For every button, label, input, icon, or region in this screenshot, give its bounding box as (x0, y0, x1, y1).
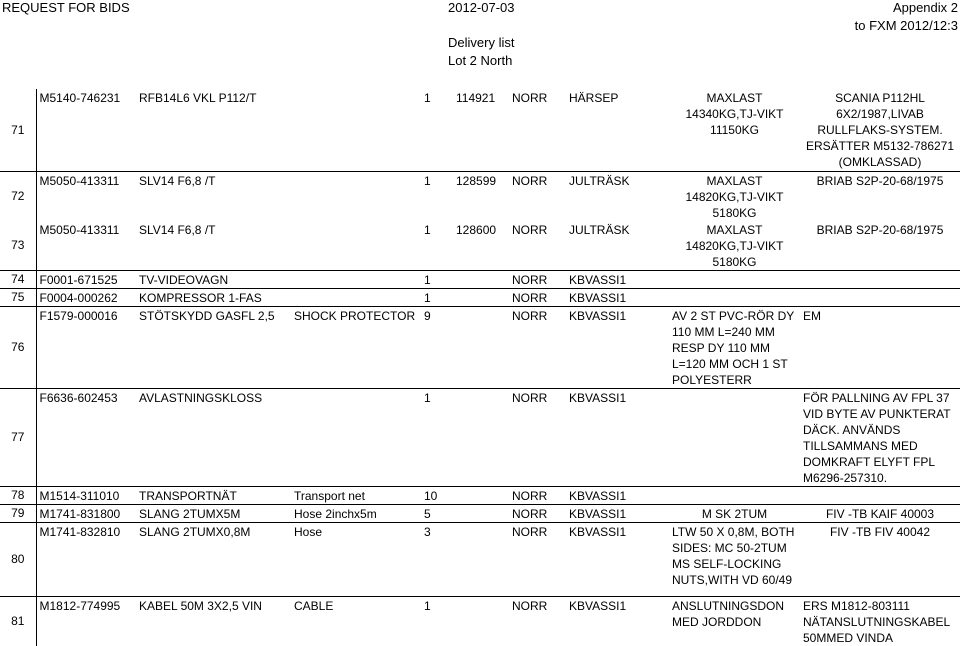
technical-info (669, 270, 800, 288)
table-row (0, 171, 960, 221)
row-number: 72 (0, 171, 36, 221)
item-id: 114921 (453, 89, 509, 171)
item-id (453, 388, 509, 486)
table-row (0, 504, 960, 522)
appendix-label: Appendix 2 (892, 0, 958, 15)
table-row (0, 89, 960, 171)
row-number: 80 (0, 522, 36, 596)
table-row (0, 306, 960, 388)
item-id (453, 596, 509, 646)
item-description: RFB14L6 VKL P112/T (136, 89, 291, 171)
lot-label: Lot 2 North (448, 53, 513, 68)
english-description: Hose 2inchx5m (291, 504, 421, 522)
quantity: 1 (421, 221, 453, 271)
quantity: 1 (424, 173, 431, 188)
location: KBVASSI1 (566, 388, 669, 486)
region: NORR (509, 504, 566, 522)
remark (800, 270, 960, 288)
table-row (0, 221, 960, 271)
quantity: 9 (421, 306, 453, 388)
english-description: CABLE (294, 598, 334, 613)
english-description (291, 89, 421, 171)
item-id (453, 522, 509, 596)
table-row (0, 486, 960, 504)
technical-info: MAXLAST 14820KG,TJ-VIKT 5180KG (669, 221, 800, 271)
article-number: F0004-000262 (36, 288, 136, 306)
location: KBVASSI1 (566, 270, 669, 288)
table-row (0, 270, 960, 288)
remark: ERS M1812-803111 NÄTANSLUTNINGSKABEL 50MMED VINDA (803, 598, 950, 645)
item-description: SLV14 F6,8 /T (139, 173, 216, 188)
region: NORR (509, 221, 566, 271)
item-id (453, 270, 509, 288)
technical-info: LTW 50 X 0,8M, BOTH SIDES: MC 50-2TUM MS SELF-LOCKING NUTS,WITH VD 60/49 (669, 522, 800, 596)
location: KBVASSI1 (566, 522, 669, 596)
document-date: 2012-07-03 (448, 0, 515, 15)
article-number: F1579-000016 (36, 306, 136, 388)
article-number: M5050-413311 (36, 221, 136, 271)
technical-info: ANSLUTNINGSDON MED JORDDON (672, 598, 785, 629)
region: NORR (509, 288, 566, 306)
quantity: 3 (421, 522, 453, 596)
item-description: SLANG 2TUMX0,8M (136, 522, 291, 596)
location: JULTRÄSK (566, 221, 669, 271)
region: NORR (509, 522, 566, 596)
technical-info: MAXLAST 14340KG,TJ-VIKT 11150KG (669, 89, 800, 171)
row-number: 75 (0, 288, 36, 306)
article-number: F0001-671525 (36, 270, 136, 288)
region: NORR (509, 388, 566, 486)
row-number: 73 (0, 221, 36, 271)
item-description: KABEL 50M 3X2,5 VIN (139, 598, 262, 613)
delivery-table (0, 89, 960, 646)
row-number: 78 (0, 486, 36, 504)
item-id (453, 504, 509, 522)
request-title: REQUEST FOR BIDS (2, 0, 130, 15)
row-number: 76 (0, 306, 36, 388)
table-row (0, 388, 960, 486)
technical-info (669, 288, 800, 306)
location: KBVASSI1 (566, 306, 669, 388)
region: NORR (509, 306, 566, 388)
item-description: TRANSPORTNÄT (136, 486, 291, 504)
quantity: 1 (421, 89, 453, 171)
english-description (291, 171, 421, 221)
technical-info: M SK 2TUM (669, 504, 800, 522)
remark: BRIAB S2P-20-68/1975 (816, 173, 944, 188)
quantity: 1 (421, 270, 453, 288)
english-description (291, 388, 421, 486)
document-header (0, 0, 960, 78)
item-description: KOMPRESSOR 1-FAS (136, 288, 291, 306)
table-row (0, 522, 960, 596)
remark: FIV -TB KAIF 40003 (800, 504, 960, 522)
row-number: 79 (0, 504, 36, 522)
row-number: 77 (0, 388, 36, 486)
article-number: M1741-831800 (36, 504, 136, 522)
item-id (453, 306, 509, 388)
row-number: 74 (0, 270, 36, 288)
item-id: 128600 (453, 221, 509, 271)
quantity: 1 (421, 388, 453, 486)
region: NORR (512, 173, 548, 188)
remark (800, 288, 960, 306)
quantity: 1 (421, 288, 453, 306)
item-description: SLANG 2TUMX5M (136, 504, 291, 522)
english-description (291, 270, 421, 288)
row-number: 71 (0, 89, 36, 171)
item-description: SLV14 F6,8 /T (136, 221, 291, 271)
remark (800, 486, 960, 504)
english-description (291, 221, 421, 271)
item-description: AVLASTNINGSKLOSS (136, 388, 291, 486)
location: HÄRSEP (566, 89, 669, 171)
item-id: 128599 (456, 173, 497, 188)
technical-info: AV 2 ST PVC-RÖR DY 110 MM L=240 MM RESP DY 110 MM L=120 MM OCH 1 ST POLYESTERR (669, 306, 800, 388)
article-number: M1812-774995 (39, 598, 121, 613)
remark: FÖR PALLNING AV FPL 37 VID BYTE AV PUNKTERAT DÄCK. ANVÄNDS TILLSAMMANS MED DOMKRAFT ELYFT FPL M6296-257310. (800, 388, 960, 486)
remark: BRIAB S2P-20-68/1975 (800, 221, 960, 271)
article-number: M1514-311010 (36, 486, 136, 504)
region: NORR (509, 486, 566, 504)
item-description: TV-VIDEOVAGN (136, 270, 291, 288)
english-description: SHOCK PROTECTOR (291, 306, 421, 388)
technical-info: MAXLAST 14820KG,TJ-VIKT 5180KG (685, 173, 784, 220)
quantity: 5 (421, 504, 453, 522)
delivery-list-label: Delivery list (448, 35, 515, 50)
remark: EM (800, 306, 960, 388)
table-row (0, 288, 960, 306)
article-number: M1741-832810 (36, 522, 136, 596)
item-description: STÖTSKYDD GASFL 2,5 (136, 306, 291, 388)
technical-info (669, 388, 800, 486)
location: KBVASSI1 (566, 288, 669, 306)
item-id (453, 288, 509, 306)
english-description: Hose (291, 522, 421, 596)
remark: FIV -TB FIV 40042 (800, 522, 960, 596)
article-number: M5140-746231 (36, 89, 136, 171)
item-id (453, 486, 509, 504)
row-number: 81 (0, 596, 36, 646)
region: NORR (509, 89, 566, 171)
english-description (291, 288, 421, 306)
english-description: Transport net (291, 486, 421, 504)
technical-info (669, 486, 800, 504)
location: KBVASSI1 (566, 486, 669, 504)
article-number: F6636-602453 (36, 388, 136, 486)
remark: SCANIA P112HL 6X2/1987,LIVAB RULLFLAKS-SYSTEM. ERSÄTTER M5132-786271 (OMKLASSAD) (800, 89, 960, 171)
region: NORR (512, 598, 548, 613)
reference-label: to FXM 2012/12:3 (854, 18, 958, 33)
quantity: 10 (421, 486, 453, 504)
location: JULTRÄSK (569, 173, 630, 188)
location: KBVASSI1 (566, 504, 669, 522)
article-number: M5050-413311 (39, 173, 120, 188)
location: KBVASSI1 (569, 598, 627, 613)
quantity: 1 (424, 598, 431, 613)
region: NORR (509, 270, 566, 288)
table-row (0, 596, 960, 646)
